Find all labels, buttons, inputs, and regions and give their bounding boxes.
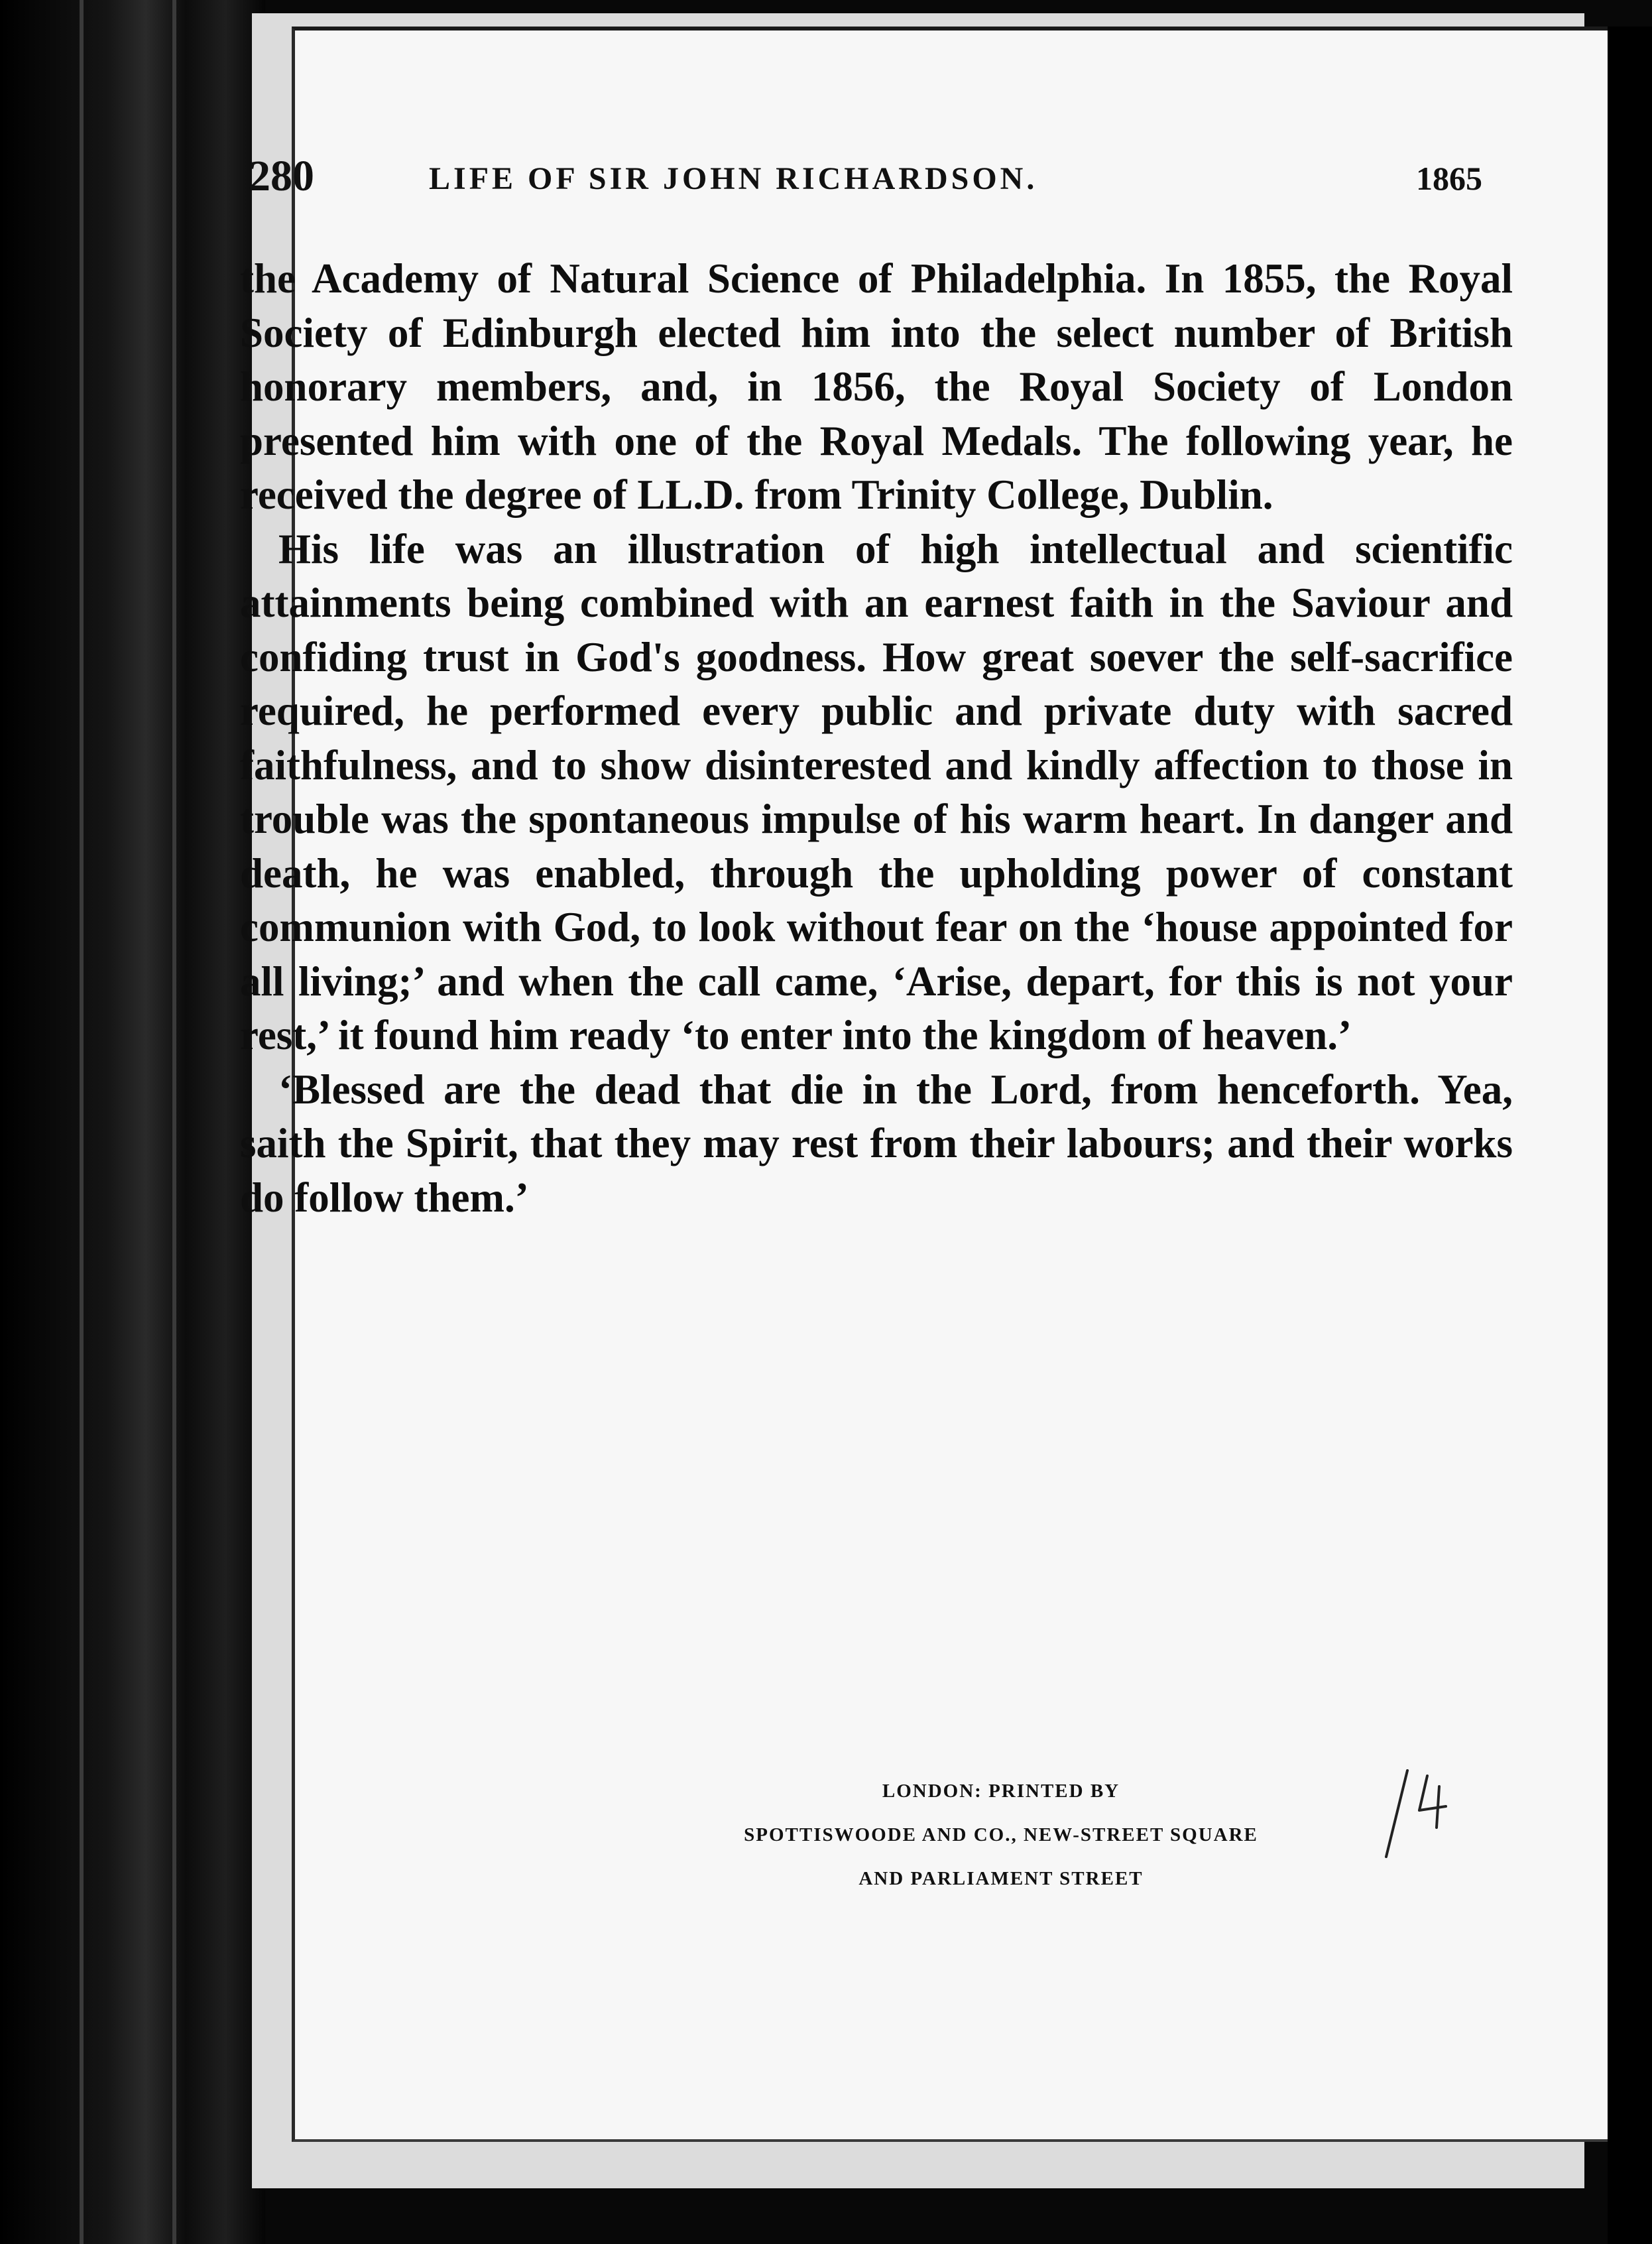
paragraph: ‘Blessed are the dead that die in the Lord, from henceforth. Yea, saith the Spirit, that they may rest from their labours; and their works do follow them.’ — [240, 1066, 1513, 1221]
body-text — [240, 252, 1513, 1225]
running-year: 1865 — [1416, 160, 1482, 197]
printer-imprint — [663, 1769, 1339, 1901]
paragraph: the Academy of Natural Science of Philadelphia. In 1855, the Royal Society of Edinburgh elected him into the select number of British honorary members, and, in 1856, the Royal Society of London presented him with one of the Royal Medals. The following year, he received the degree of LL.D. from Trinity College, Dublin. — [240, 255, 1513, 518]
spine-edge-line — [172, 0, 176, 2244]
running-head — [249, 151, 1541, 211]
book-spine — [0, 0, 265, 2244]
running-title: LIFE OF SIR JOHN RICHARDSON. — [429, 161, 1038, 196]
imprint-line: LONDON: PRINTED BY — [882, 1780, 1120, 1802]
spine-edge-line — [80, 0, 84, 2244]
page-number: 280 — [249, 152, 314, 200]
imprint-line: SPOTTISWOODE AND CO., NEW-STREET SQUARE — [744, 1824, 1258, 1845]
page-right-edge — [1608, 27, 1652, 2244]
imprint-line: AND PARLIAMENT STREET — [858, 1868, 1144, 1889]
paragraph: His life was an illustration of high intellectual and scientific attainments being combined with an earnest faith in the Saviour and confiding trust in God's goodness. How great soever the self-sacrifice required, he performed every public and private duty with sacred faithfulness, and to show disinterested and kindly affection to those in trouble was the spontaneous impulse of his warm heart. In danger and death, he was enabled, through the upholding power of constant communion with God, to look without fear on the ‘house appointed for all living;’ and when the call came, ‘Arise, depart, for this is not your rest,’ it found him ready ‘to enter into the kingdom of heaven.’ — [240, 525, 1513, 1058]
pencil-annotation — [1381, 1764, 1454, 1863]
